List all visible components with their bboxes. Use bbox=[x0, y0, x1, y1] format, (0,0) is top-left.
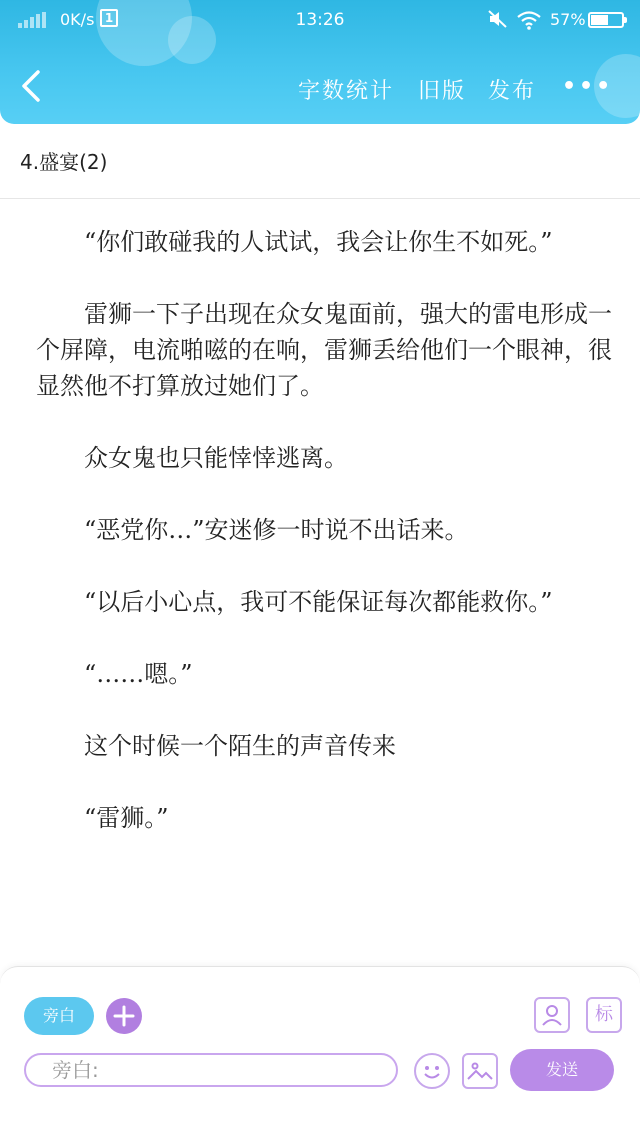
app-header bbox=[0, 0, 640, 124]
network-speed: 0K/s bbox=[60, 10, 95, 29]
clock: 13:26 bbox=[295, 10, 345, 30]
role-selector-button[interactable]: 旁白 bbox=[24, 997, 94, 1035]
story-paragraph: 雷狮一下子出现在众女鬼面前，强大的雷电形成一个屏障，电流啪嗞的在响，雷狮丢给他们一个眼神，很显然他不打算放过她们了。 bbox=[36, 300, 612, 400]
person-card-icon bbox=[536, 999, 568, 1031]
emoji-button[interactable] bbox=[414, 1053, 450, 1089]
story-paragraph: “雷狮。” bbox=[84, 804, 169, 832]
tag-button[interactable]: 标 bbox=[586, 997, 622, 1033]
add-role-button[interactable] bbox=[106, 998, 142, 1034]
back-button[interactable] bbox=[18, 68, 46, 104]
divider bbox=[0, 198, 640, 199]
wifi-icon bbox=[516, 10, 542, 34]
chapter-title: 4.盛宴(2) bbox=[20, 150, 108, 174]
toolbar bbox=[0, 40, 640, 124]
narration-input[interactable]: 旁白: bbox=[24, 1053, 398, 1087]
story-content bbox=[36, 224, 616, 872]
character-card-button[interactable] bbox=[534, 997, 570, 1033]
smiley-icon bbox=[416, 1055, 448, 1087]
story-paragraph: “你们敢碰我的人试试，我会让你生不如死。” bbox=[84, 228, 553, 256]
battery-icon bbox=[588, 12, 624, 28]
battery-fill bbox=[591, 15, 608, 25]
status-bar bbox=[0, 0, 640, 40]
send-button[interactable]: 发送 bbox=[510, 1049, 614, 1091]
story-paragraph: “以后小心点，我可不能保证每次都能救你。” bbox=[84, 588, 553, 616]
sim-icon: 1 bbox=[100, 9, 118, 27]
story-paragraph: 众女鬼也只能悻悻逃离。 bbox=[84, 444, 348, 472]
word-count-button[interactable]: 字数统计 bbox=[298, 79, 395, 104]
battery-percent: 57% bbox=[550, 10, 586, 29]
mute-icon bbox=[488, 10, 508, 32]
story-paragraph: 这个时候一个陌生的声音传来 bbox=[84, 732, 396, 760]
chevron-left-icon bbox=[18, 68, 46, 104]
story-paragraph: “……嗯。” bbox=[84, 660, 193, 688]
publish-button[interactable]: 发布 bbox=[488, 79, 537, 104]
composer-panel bbox=[0, 966, 640, 1139]
image-icon bbox=[464, 1055, 496, 1087]
old-version-button[interactable]: 旧版 bbox=[418, 79, 467, 104]
story-paragraph: “恶党你…”安迷修一时说不出话来。 bbox=[84, 516, 469, 544]
image-button[interactable] bbox=[462, 1053, 498, 1089]
plus-icon bbox=[106, 998, 142, 1034]
more-dots-icon[interactable]: ••• bbox=[562, 74, 614, 99]
